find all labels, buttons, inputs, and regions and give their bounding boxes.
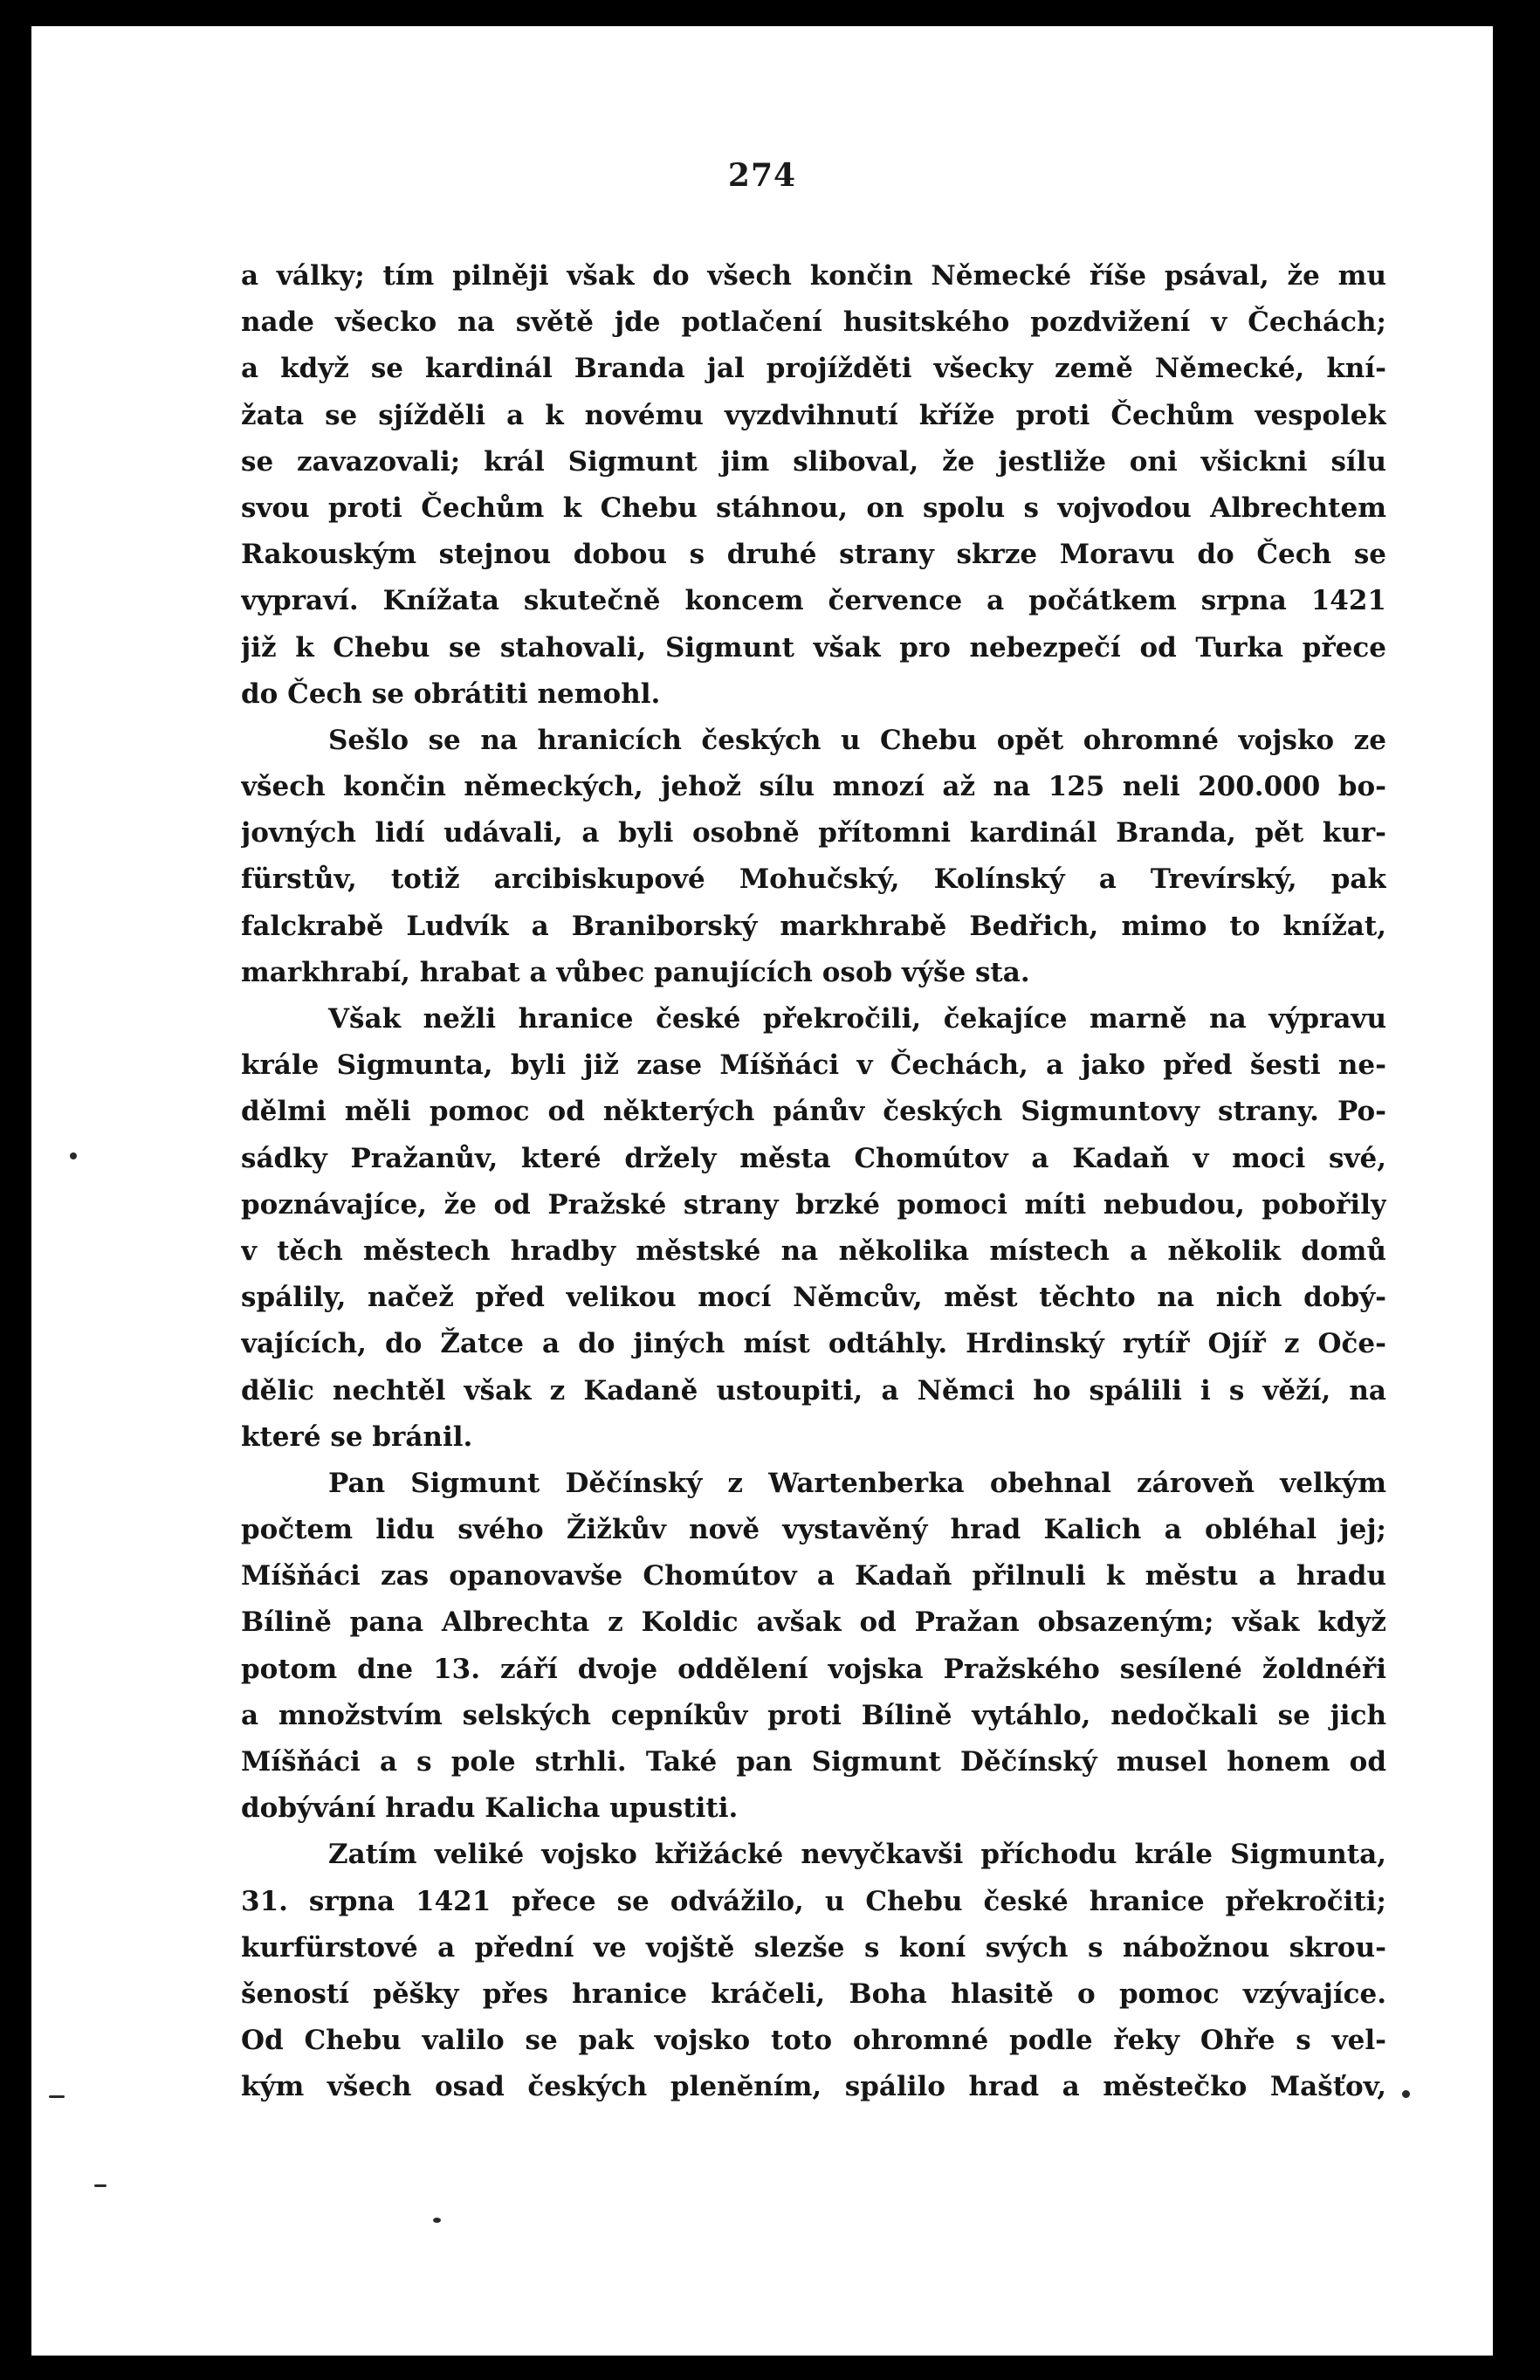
text-line: falckrabě Ludvík a Braniborský markhrabě Bedřich, mimo to knížat,	[241, 910, 1386, 942]
text-line: svou proti Čechům k Chebu stáhnou, on spolu s vojvodou Albrechtem	[241, 492, 1386, 524]
text-line: Sešlo se na hranicích českých u Chebu opět ohromné vojsko ze	[328, 724, 1386, 756]
text-line: a když se kardinál Branda jal projížděti všecky země Německé, kní-	[241, 353, 1386, 385]
text-line: a války; tím pilněji však do všech končin Německé říše psával, že mu	[241, 260, 1386, 292]
body-text	[241, 253, 1386, 2111]
book-page	[31, 26, 1493, 2356]
paragraph	[241, 996, 1386, 1461]
text-line: již k Chebu se stahovali, Sigmunt však pro nebezpečí od Turka přece	[241, 631, 1386, 664]
text-line: Pan Sigmunt Děčínský z Wartenberka obehnal zároveň velkým	[328, 1467, 1386, 1499]
text-line: kurfürstové a přední ve vojště slezše s koní svých s nábožnou skrou-	[241, 1931, 1386, 1964]
text-line: se zavazovali; král Sigmunt jim sliboval, že jestliže oni všickni sílu	[241, 445, 1386, 478]
text-line: 31. srpna 1421 přece se odvážilo, u Chebu české hranice překročiti;	[241, 1885, 1386, 1917]
text-line: šeností pěšky přes hranice kráčeli, Boha hlasitě o pomoc vzývajíce.	[241, 1978, 1386, 2010]
text-line: v těch městech hradby městské na několika místech a několik domů	[241, 1235, 1386, 1267]
text-line: nade všecko na světě jde potlačení husitského pozdvižení v Čechách;	[241, 306, 1386, 339]
paragraph	[241, 253, 1386, 718]
text-line: žata se sjížděli a k novému vyzdvihnutí kříže proti Čechům vespolek	[241, 399, 1386, 431]
scan-speck	[49, 2095, 65, 2098]
page-number: 274	[727, 157, 797, 194]
text-line: dělmi měli pomoc od některých pánův českých Sigmuntovy strany. Po-	[241, 1096, 1386, 1128]
paragraph	[241, 718, 1386, 996]
text-line: sádky Pražanův, které držely města Chomútov a Kadaň v moci své,	[241, 1142, 1386, 1174]
text-line: všech končin německých, jehož sílu mnozí až na 125 neli 200.000 bo-	[241, 771, 1386, 803]
text-line: potom dne 13. září dvoje oddělení vojska Pražského sesílené žoldnéři	[241, 1653, 1386, 1685]
text-line: vypraví. Knížata skutečně koncem července a počátkem srpna 1421	[241, 585, 1386, 617]
text-line: Zatím veliké vojsko křižácké nevyčkavši příchodu krále Sigmunta,	[328, 1839, 1386, 1871]
text-line: jovných lidí udávali, a byli osobně přítomni kardinál Branda, pět kur-	[241, 817, 1386, 850]
text-line: Míšňáci zas opanovavše Chomútov a Kadaň přilnuli k městu a hradu	[241, 1560, 1386, 1592]
text-line: krále Sigmunta, byli již zase Míšňáci v Čechách, a jako před šesti ne-	[241, 1049, 1386, 1082]
text-line: Rakouským stejnou dobou s druhé strany skrze Moravu do Čech se	[241, 539, 1386, 571]
text-line: kým všech osad českých plenĕním, spálilo hrad a městečko Mašťov,	[241, 2071, 1386, 2103]
paragraph	[241, 1461, 1386, 1833]
scan-speck	[70, 1152, 77, 1159]
scan-speck	[1402, 2090, 1410, 2098]
text-line: Míšňáci a s pole strhli. Také pan Sigmunt Děčínský musel honem od	[241, 1746, 1386, 1778]
text-line: Však nežli hranice české překročili, čekajíce marně na výpravu	[328, 1003, 1386, 1035]
text-line: které se bránil.	[241, 1420, 473, 1453]
text-line: a množstvím selských cepníkův proti Bílině vytáhlo, nedočkali se jich	[241, 1699, 1386, 1731]
text-line: Bílině pana Albrechta z Koldic avšak od Pražan obsazeným; však když	[241, 1606, 1386, 1639]
text-line: počtem lidu svého Žižkův nově vystavěný hrad Kalich a obléhal jej;	[241, 1514, 1386, 1546]
scan-speck	[94, 2184, 107, 2187]
text-line: markhrabí, hrabat a vůbec panujících osob výše sta.	[241, 956, 1030, 988]
text-line: vajících, do Žatce a do jiných míst odtáhly. Hrdinský rytíř Ojíř z Oče-	[241, 1328, 1386, 1360]
text-line: spálily, načež před velikou mocí Němcův, měst těchto na nich dobý-	[241, 1282, 1386, 1314]
text-line: do Čech se obrátiti nemohl.	[241, 678, 661, 710]
text-line: Od Chebu valilo se pak vojsko toto ohromné podle řeky Ohře s vel-	[241, 2025, 1386, 2057]
paragraph	[241, 1832, 1386, 2110]
text-line: dobývání hradu Kalicha upustiti.	[241, 1792, 739, 1825]
text-line: fürstův, totiž arcibiskupové Mohučský, Kolínský a Trevírský, pak	[241, 863, 1386, 896]
text-line: poznávajíce, že od Pražské strany brzké pomoci míti nebudou, pobořily	[241, 1188, 1386, 1221]
text-line: dělic nechtěl však z Kadaně ustoupiti, a Němci ho spálili i s věží, na	[241, 1374, 1386, 1407]
scan-speck	[433, 2218, 441, 2223]
